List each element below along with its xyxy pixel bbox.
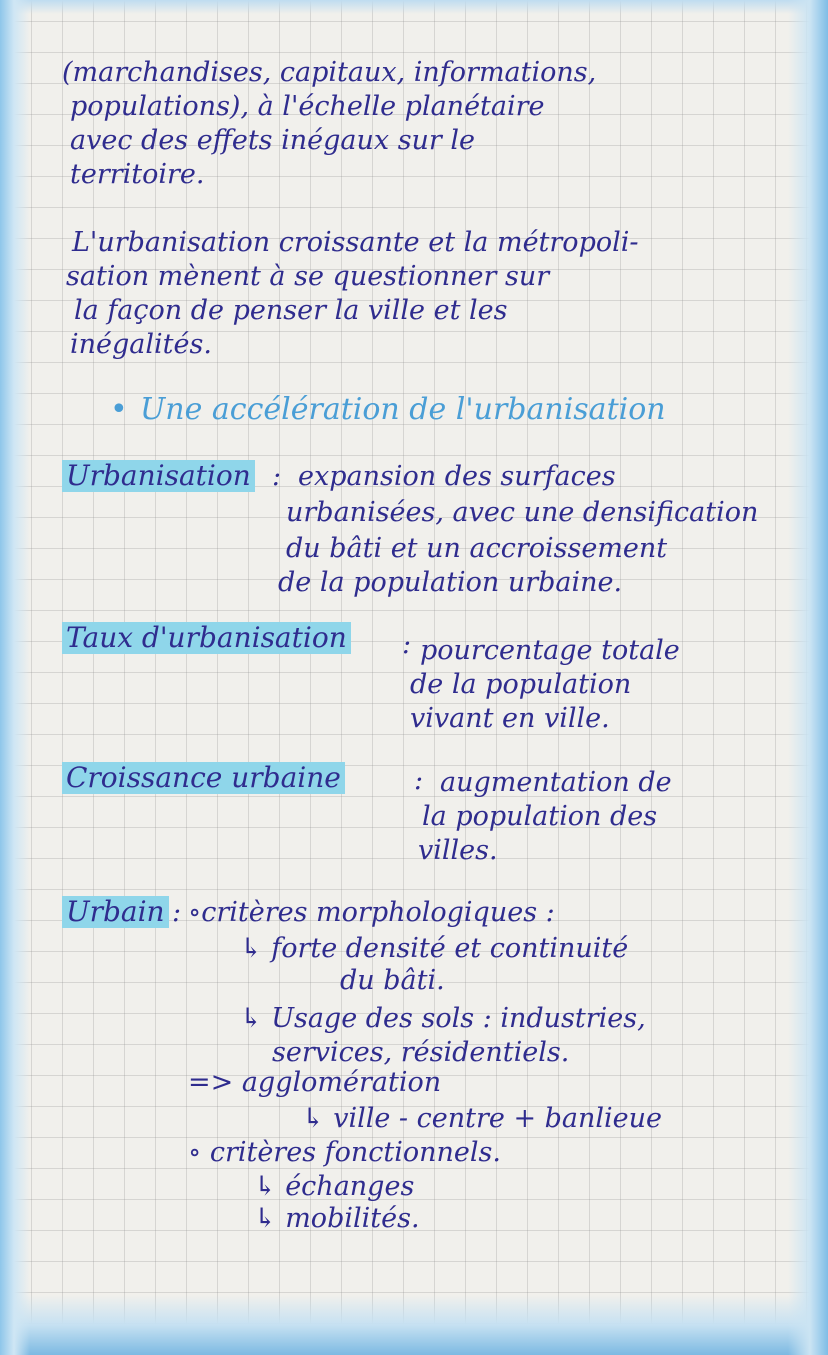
definition-line: urbanisées, avec une densification — [286, 497, 759, 528]
urbain-line: ↳ échanges — [254, 1171, 415, 1202]
definition-line: augmentation de — [440, 767, 672, 798]
paragraph-line: L'urbanisation croissante et la métropoli- — [72, 227, 639, 258]
urbain-line: du bâti. — [340, 965, 445, 996]
intro-line: territoire. — [70, 159, 205, 190]
definition-separator: : — [402, 629, 412, 660]
paragraph-line: sation mènent à se questionner sur — [66, 261, 550, 292]
term-urbain: Urbain — [62, 896, 169, 928]
urbain-line: ↳ forte densité et continuité — [240, 933, 629, 964]
definition-line: du bâti et un accroissement — [286, 533, 668, 564]
intro-line: avec des effets inégaux sur le — [70, 125, 476, 156]
urbain-line: ↳ Usage des sols : industries, — [240, 1003, 646, 1034]
definition-line: la population des — [422, 801, 658, 832]
intro-line: (marchandises, capitaux, informations, — [62, 57, 597, 88]
paragraph-line: inégalités. — [70, 329, 212, 360]
definition-line: expansion des surfaces — [298, 461, 616, 492]
term-taux-urbanisation: Taux d'urbanisation — [62, 622, 351, 654]
definition-separator: : — [172, 897, 182, 928]
term-croissance-urbaine: Croissance urbaine — [62, 762, 345, 794]
definition-line: pourcentage totale — [420, 635, 680, 666]
urbain-line: ∘ critères fonctionnels. — [188, 1137, 501, 1168]
urbain-line: ∘critères morphologiques : — [188, 897, 555, 928]
definition-separator: : — [272, 461, 282, 492]
paragraph-line: la façon de penser la ville et les — [74, 295, 508, 326]
urbain-line: => agglomération — [188, 1067, 442, 1098]
definition-line: villes. — [418, 835, 498, 866]
section-bullet: • — [110, 392, 128, 427]
definition-line: de la population — [410, 669, 632, 700]
urbain-line: ↳ mobilités. — [254, 1203, 420, 1234]
definition-separator: : — [414, 765, 424, 796]
section-heading: Une accélération de l'urbanisation — [140, 392, 666, 427]
urbain-line: ↳ ville - centre + banlieue — [302, 1103, 663, 1134]
urbain-line: services, résidentiels. — [272, 1037, 570, 1068]
term-urbanisation: Urbanisation — [62, 460, 255, 492]
definition-line: de la population urbaine. — [278, 567, 623, 598]
intro-line: populations), à l'échelle planétaire — [70, 91, 545, 122]
definition-line: vivant en ville. — [410, 703, 610, 734]
